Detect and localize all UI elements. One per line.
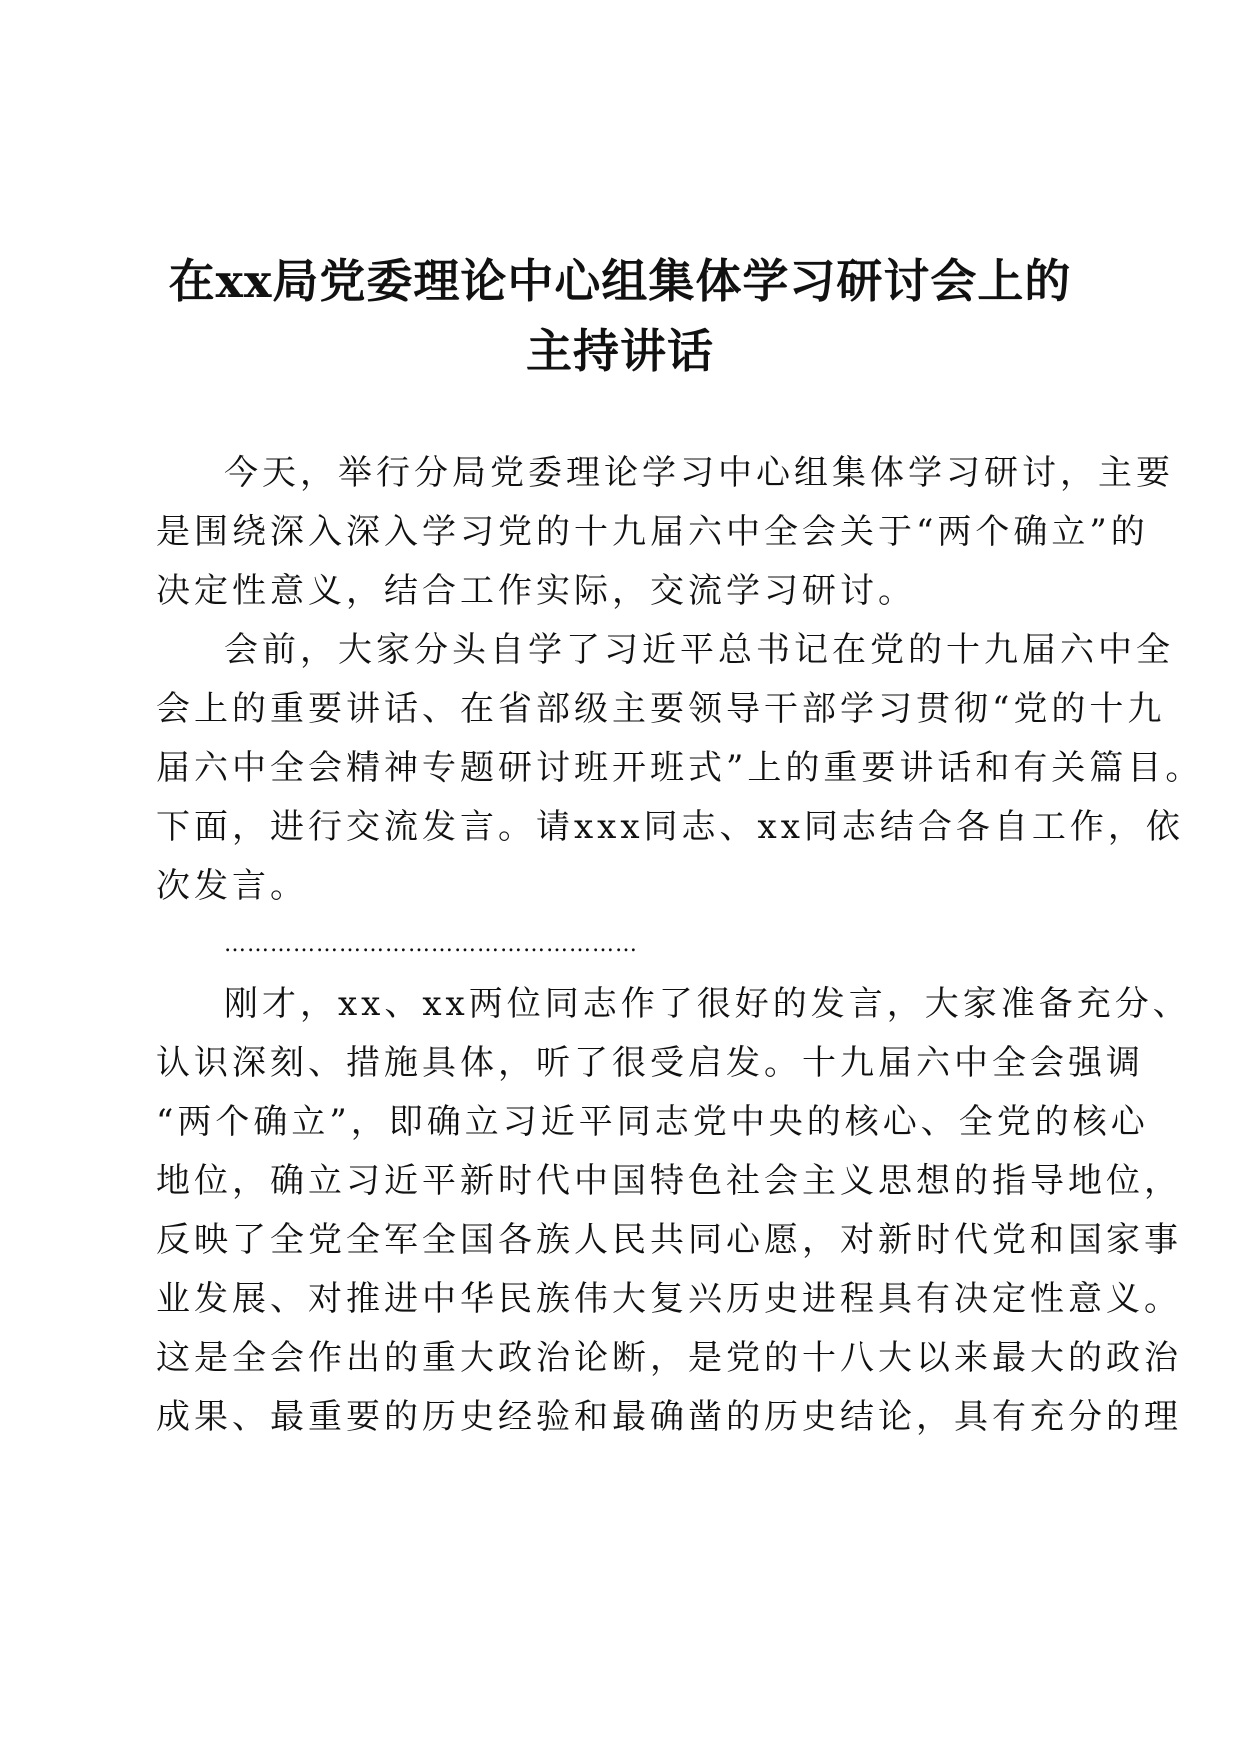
paragraph-2-line-2: 会上的重要讲话、在省部级主要领导干部学习贯彻“党的十九 bbox=[156, 689, 1166, 729]
paragraph-1-line-3: 决定性意义，结合工作实际，交流学习研讨。 bbox=[156, 571, 916, 611]
paragraph-3-line-5: 反映了全党全军全国各族人民共同心愿，对新时代党和国家事 bbox=[156, 1220, 1182, 1260]
paragraph-3-line-8: 成果、最重要的历史经验和最确凿的历史结论，具有充分的理 bbox=[156, 1397, 1182, 1437]
paragraph-3-line-1: 刚才，xx、xx两位同志作了很好的发言，大家准备充分、 bbox=[224, 984, 1191, 1024]
paragraph-3-line-6: 业发展、对推进中华民族伟大复兴历史进程具有决定性意义。 bbox=[156, 1279, 1182, 1319]
paragraph-3-line-3: “两个确立”，即确立习近平同志党中央的核心、全党的核心 bbox=[156, 1102, 1149, 1142]
paragraph-1-line-2: 是围绕深入深入学习党的十九届六中全会关于“两个确立”的 bbox=[156, 512, 1149, 552]
paragraph-3-line-7: 这是全会作出的重大政治论断，是党的十八大以来最大的政治 bbox=[156, 1338, 1182, 1378]
title-line-1: 在xx局党委理论中心组集体学习研讨会上的 bbox=[168, 254, 1072, 308]
paragraph-3-line-4: 地位，确立习近平新时代中国特色社会主义思想的指导地位， bbox=[156, 1161, 1182, 1201]
title-line-2: 主持讲话 bbox=[526, 324, 714, 378]
paragraph-2-line-5: 次发言。 bbox=[156, 866, 308, 906]
ellipsis-dots: ……………………………………………… bbox=[224, 932, 638, 957]
paragraph-3-line-2: 认识深刻、措施具体，听了很受启发。十九届六中全会强调 bbox=[156, 1043, 1144, 1083]
paragraph-2-line-4: 下面，进行交流发言。请xxx同志、xx同志结合各自工作，依 bbox=[156, 807, 1184, 847]
document-title bbox=[140, 246, 1100, 386]
paragraph-2-line-1: 会前，大家分头自学了习近平总书记在党的十九届六中全 bbox=[224, 630, 1174, 670]
paragraph-1-line-1: 今天，举行分局党委理论学习中心组集体学习研讨，主要 bbox=[224, 453, 1174, 493]
paragraph-2-line-3: 届六中全会精神专题研讨班开班式”上的重要讲话和有关篇目。 bbox=[156, 748, 1204, 788]
